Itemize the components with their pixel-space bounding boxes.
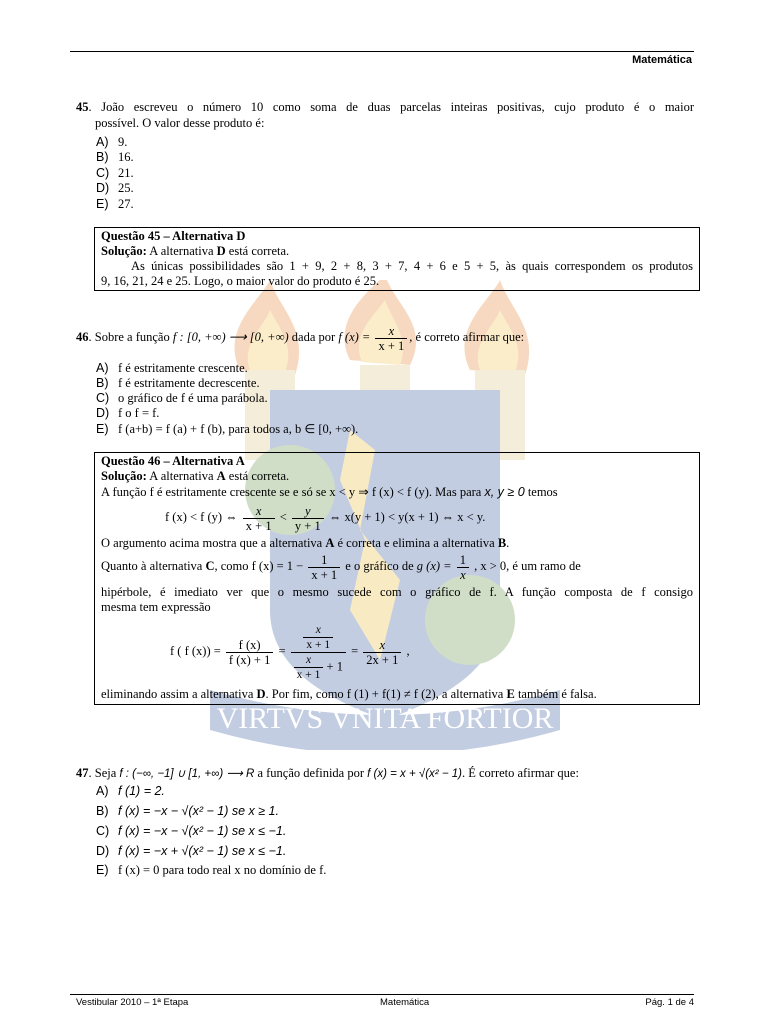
q46-solution-line1: A função f é estritamente crescente se e só se x < y ⇒ f (x) < f (y). Mas para x, y ≥ 0 temos [101, 485, 558, 499]
q47-stem: 47. Seja f : (−∞, −1] ∪ [1, +∞) ⟶ R a função definida por f (x) = x + √(x² − 1). É correto afirmar que: [76, 766, 579, 780]
q46-solution-line2: O argumento acima mostra que a alternativa A é correta e elimina a alternativa B. [101, 536, 510, 550]
q46-solution-title: Questão 46 – Alternativa A [101, 454, 245, 468]
q46-equation-2: f ( f (x)) = $\frac{f (x)}{f (x) + 1}$ = $\frac{x}{x + 1}$ $\frac{x}{x + 1}$ + 1 = $\frac{x}{2x + 1}$ , [170, 623, 410, 681]
q45-solution-box [94, 227, 700, 291]
q45-stem-line1: 45. João escreveu o número 10 como soma de duas parcelas inteiras positivas, cujo produto é o maior [76, 100, 694, 114]
footer-left: Vestibular 2010 – 1ª Etapa [76, 997, 189, 1008]
q45-option-b[interactable]: B) 16. [96, 150, 134, 164]
q47-option-d[interactable]: D) f (x) = −x + √(x² − 1) se x ≤ −1. [96, 844, 287, 858]
q46-stem: 46. Sobre a função f : [0, +∞) ⟶ [0, +∞) dada por f (x) = $\frac{x}{x + 1}$ , é correto afirmar que: [76, 323, 525, 353]
q47-option-e[interactable]: E) f (x) = 0 para todo real x no domínio de f. [96, 863, 327, 877]
q47-option-c[interactable]: C) f (x) = −x − √(x² − 1) se x ≤ −1. [96, 824, 287, 838]
footer-center: Matemática [380, 997, 430, 1008]
q45-option-a[interactable]: A) 9. [96, 135, 128, 149]
q46-solution-label: Solução: A alternativa A está correta. [101, 469, 290, 483]
q45-solution-label: Solução: A alternativa D está correta. [101, 244, 290, 258]
q45-stem-line2: possível. O valor desse produto é: [95, 116, 265, 130]
q46-option-e[interactable]: E) f (a+b) = f (a) + f (b), para todos a, b ∈ [0, +∞). [96, 422, 359, 436]
q46-solution-line3: Quanto à alternativa C, como f (x) = 1 − $\frac{1}{x + 1}$ e o gráfico de g (x) = $\frac{1}{x}$ , x > 0, é um ramo de [101, 552, 581, 582]
q46-stem-fraction: $\frac{x}{x + 1}$ [375, 324, 407, 353]
q46-solution-box [94, 452, 700, 705]
q46-solution-line6: eliminando assim a alternativa D. Por fim, como f (1) + f(1) ≠ f (2), a alternativa E também é falsa. [101, 687, 597, 701]
footer-rule [70, 994, 694, 995]
q45-solution-body-2: 9, 16, 21, 24 e 25. Logo, o maior valor do produto é 25. [101, 274, 380, 288]
q45-option-e[interactable]: E) 27. [96, 197, 134, 211]
watermark-motto: VIRTVS VNITA FORTIOR [216, 702, 554, 735]
header-subject: Matemática [632, 54, 692, 66]
q46-solution-line4: hipérbole, é imediato ver que o mesmo sucede com o gráfico de f. A função composta de f consigo [101, 585, 693, 599]
q46-option-c[interactable]: C) o gráfico de f é uma parábola. [96, 391, 268, 405]
q47-option-a[interactable]: A) f (1) = 2. [96, 784, 165, 798]
q46-option-d[interactable]: D) f o f = f. [96, 406, 160, 420]
q45-option-c[interactable]: C) 21. [96, 166, 134, 180]
q47-option-b[interactable]: B) f (x) = −x − √(x² − 1) se x ≥ 1. [96, 804, 279, 818]
q45-solution-title: Questão 45 – Alternativa D [101, 229, 246, 243]
q46-option-a[interactable]: A) f é estritamente crescente. [96, 361, 248, 375]
q46-option-b[interactable]: B) f é estritamente decrescente. [96, 376, 260, 390]
q46-solution-line5: mesma tem expressão [101, 600, 211, 614]
header-rule [70, 51, 694, 52]
footer-page-number: Pág. 1 de 4 [645, 997, 694, 1008]
q46-equation-1: f (x) < f (y) ⇔ $\frac{x}{x + 1}$ < $\frac{y}{y + 1}$ ⇔ x(y + 1) < y(x + 1) ⇔ x < y. [165, 503, 486, 533]
q45-solution-body-1: As únicas possibilidades são 1 + 9, 2 + 8, 3 + 7, 4 + 6 e 5 + 5, às quais correspondem os produtos [131, 259, 693, 273]
q45-option-d[interactable]: D) 25. [96, 181, 134, 195]
